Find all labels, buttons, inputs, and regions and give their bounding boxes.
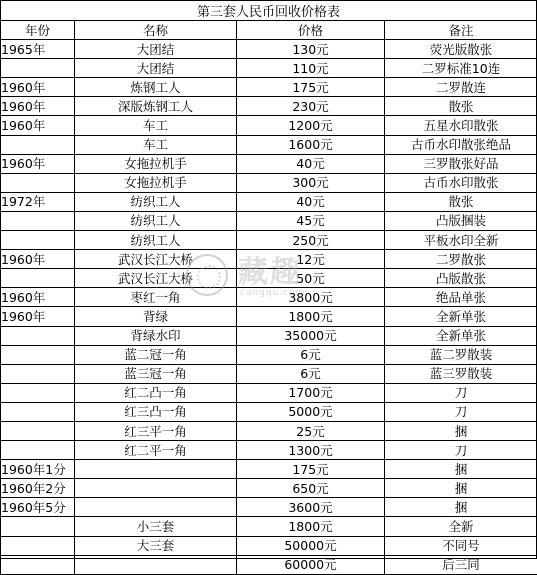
table-row [1,345,537,364]
cell-name: 背绿水印 [75,326,237,345]
table-row [1,173,537,192]
header-name: 名称 [75,21,237,40]
header-price: 价格 [237,21,385,40]
cell-price: 40元 [237,192,385,211]
cell-year [1,59,75,78]
cell-price: 1200元 [237,116,385,135]
cell-year [1,402,75,421]
cell-year: 1960年 [1,97,75,116]
cell-year: 1960年 [1,288,75,307]
table-row [1,364,537,383]
cell-name: 女拖拉机手 [75,154,237,173]
cell-note: 刀 [385,402,537,421]
cell-price: 6元 [237,345,385,364]
cell-name [75,460,237,479]
cell-note: 荧光版散张 [385,40,537,59]
cell-price: 3800元 [237,288,385,307]
cell-year [1,383,75,402]
header-note: 备注 [385,21,537,40]
cell-name: 武汉长江大桥 [75,269,237,288]
header-year: 年份 [1,21,75,40]
cell-name: 大团结 [75,40,237,59]
sheet-title: 第三套人民币回收价格表 [0,0,537,21]
cell-price: 60000元 [237,555,385,574]
cell-year [1,421,75,440]
cell-price: 12元 [237,250,385,269]
cell-price: 45元 [237,211,385,230]
table-row [1,231,537,250]
cell-note: 捆 [385,479,537,498]
table-row [1,307,537,326]
cell-year [1,345,75,364]
cell-price: 50元 [237,269,385,288]
cell-name: 蓝二冠一角 [75,345,237,364]
cell-note: 刀 [385,383,537,402]
cell-year: 1960年2分 [1,479,75,498]
cell-price: 1800元 [237,307,385,326]
table-row [1,383,537,402]
cell-year: 1965年 [1,40,75,59]
cell-note: 五星水印散张 [385,116,537,135]
cell-note: 全新 [385,517,537,536]
cell-name: 枣红一角 [75,288,237,307]
cell-price: 300元 [237,173,385,192]
cell-price: 3600元 [237,498,385,517]
cell-year [1,441,75,460]
cell-price: 110元 [237,59,385,78]
watermark-url: cangqu.com [240,288,305,298]
watermark-text: 藏趣 [238,258,302,288]
table-row [1,250,537,269]
table-body [1,40,537,575]
cell-price: 25元 [237,421,385,440]
cell-year [1,536,75,555]
cell-note: 散张 [385,97,537,116]
cell-name: 深版炼钢工人 [75,97,237,116]
table-row [1,78,537,97]
cell-price: 5000元 [237,402,385,421]
cell-note: 蓝三罗散装 [385,364,537,383]
cell-note: 三罗散张好品 [385,154,537,173]
cell-year: 1960年 [1,116,75,135]
table-row [1,498,537,517]
cell-name: 红二平一角 [75,441,237,460]
cell-note: 刀 [385,441,537,460]
cell-name: 大三套 [75,536,237,555]
cell-year: 1960年1分 [1,460,75,479]
table-row [1,421,537,440]
cell-note: 捆 [385,460,537,479]
cell-year: 1960年 [1,307,75,326]
cell-year [1,326,75,345]
cell-note: 全新单张 [385,307,537,326]
table-row [1,288,537,307]
cell-year: 1960年 [1,250,75,269]
cell-note: 捆 [385,498,537,517]
cell-note: 散张 [385,192,537,211]
cell-year [1,211,75,230]
cell-name: 蓝三冠一角 [75,364,237,383]
cell-name: 红二凸一角 [75,383,237,402]
cell-name [75,555,237,574]
cell-name: 小三套 [75,517,237,536]
cell-name: 武汉长江大桥 [75,250,237,269]
cell-name: 红三凸一角 [75,402,237,421]
table-row [1,555,537,574]
cell-year [1,231,75,250]
cell-year: 1960年 [1,78,75,97]
cell-name [75,498,237,517]
cell-price: 40元 [237,154,385,173]
cell-note: 平板水印全新 [385,231,537,250]
cell-year [1,269,75,288]
price-table [0,20,537,575]
table-row [1,97,537,116]
cell-note: 凸版散张 [385,269,537,288]
cell-price: 1600元 [237,135,385,154]
table-row [1,192,537,211]
cell-note: 二罗标准10连 [385,59,537,78]
cell-price: 1800元 [237,517,385,536]
cell-note: 蓝二罗散装 [385,345,537,364]
cell-price: 50000元 [237,536,385,555]
table-row [1,326,537,345]
table-row [1,441,537,460]
cell-price: 1300元 [237,441,385,460]
cell-note: 捆 [385,421,537,440]
cell-name: 炼钢工人 [75,78,237,97]
cell-price: 230元 [237,97,385,116]
cell-name: 车工 [75,116,237,135]
cell-price: 130元 [237,40,385,59]
table-row [1,269,537,288]
cell-note: 后三同 [385,555,537,574]
table-row [1,154,537,173]
cell-note: 凸版捆装 [385,211,537,230]
table-row [1,536,537,555]
cell-year [1,555,75,574]
cell-note: 二罗散连 [385,78,537,97]
cell-price: 1700元 [237,383,385,402]
cell-note: 不同号 [385,536,537,555]
cell-year: 1960年5分 [1,498,75,517]
cell-price: 250元 [237,231,385,250]
table-row [1,59,537,78]
cell-price: 650元 [237,479,385,498]
cell-note: 绝品单张 [385,288,537,307]
cell-name: 女拖拉机手 [75,173,237,192]
cell-name: 背绿 [75,307,237,326]
header-row [1,21,537,40]
cell-year: 1960年 [1,154,75,173]
table-row [1,460,537,479]
cell-year [1,517,75,536]
table-row [1,116,537,135]
cell-name: 车工 [75,135,237,154]
cell-name: 纺织工人 [75,192,237,211]
table-row [1,479,537,498]
cell-price: 175元 [237,78,385,97]
cell-price: 35000元 [237,326,385,345]
table-row [1,517,537,536]
cell-note: 古币水印散张 [385,173,537,192]
cell-note: 全新单张 [385,326,537,345]
cell-name: 大团结 [75,59,237,78]
table-row [1,211,537,230]
cell-year [1,135,75,154]
table-row [1,40,537,59]
cell-name: 纺织工人 [75,231,237,250]
cell-name: 纺织工人 [75,211,237,230]
cell-price: 6元 [237,364,385,383]
cell-year [1,364,75,383]
cell-price: 175元 [237,460,385,479]
cell-year [1,173,75,192]
cell-note: 古币水印散张绝品 [385,135,537,154]
table-row [1,135,537,154]
cell-name: 红三平一角 [75,421,237,440]
table-row [1,402,537,421]
cell-name [75,479,237,498]
cell-year: 1972年 [1,192,75,211]
cell-note: 二罗散张 [385,250,537,269]
